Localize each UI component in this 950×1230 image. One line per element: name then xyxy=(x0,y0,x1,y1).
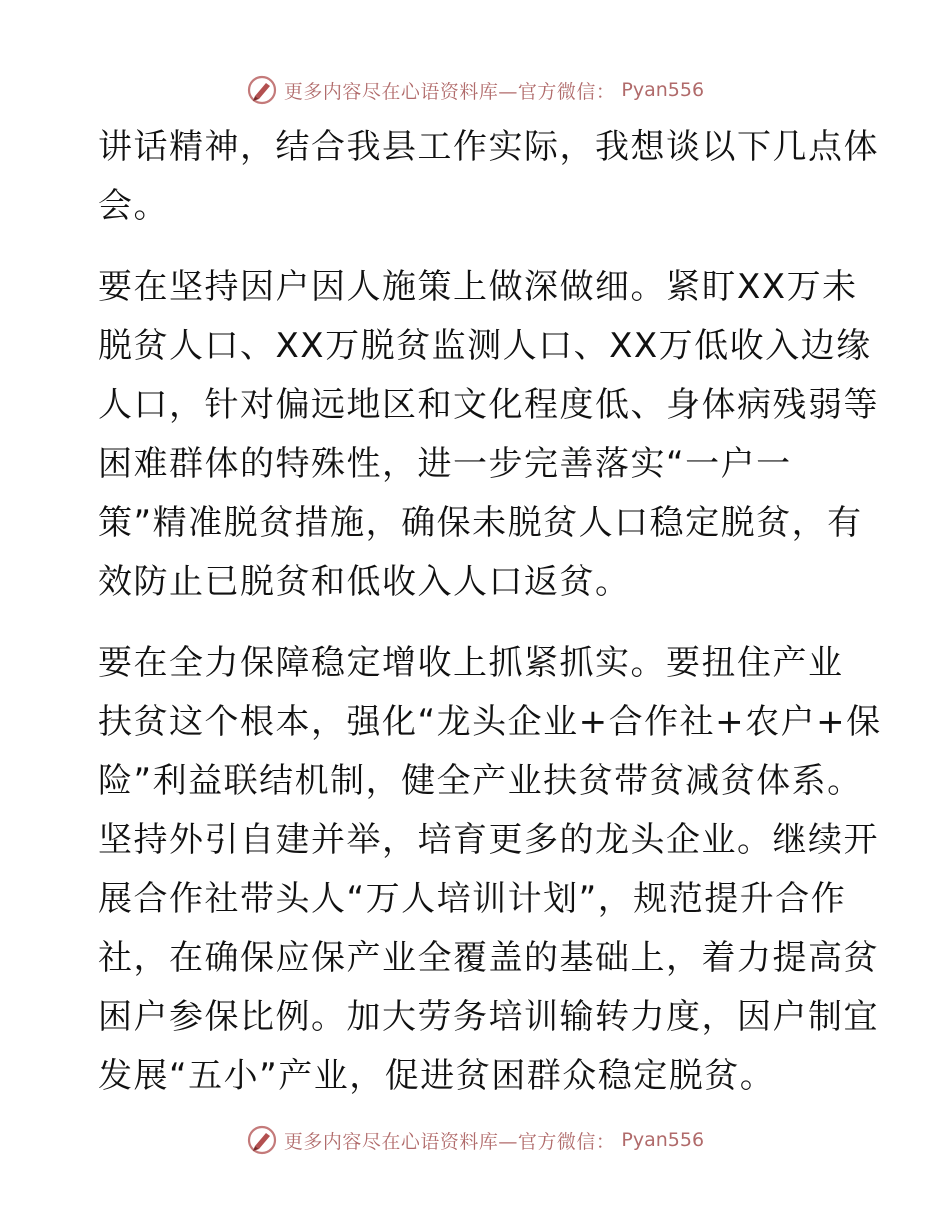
text-line: 要在全力保障稳定增收上抓紧抓实。要扭住产业 xyxy=(98,643,844,683)
text-line: 人口，针对偏远地区和文化程度低、身体病残弱等 xyxy=(98,385,879,425)
paragraph xyxy=(98,258,879,612)
watermark-contact: Pyan556 xyxy=(621,1129,705,1151)
text-line: 要在坚持因户因人施策上做深做细。紧盯XX万未 xyxy=(98,267,858,307)
text-line: 展合作社带头人“万人培训计划”，规范提升合作 xyxy=(98,879,847,919)
text-line: 脱贫人口、XX万脱贫监测人口、XX万低收入边缘 xyxy=(98,326,872,366)
watermark-text: 更多内容尽在心语资料库—官方微信： xyxy=(283,1130,616,1153)
watermark-text: 更多内容尽在心语资料库—官方微信： xyxy=(283,80,616,103)
text-line: 发展“五小”产业，促进贫困群众稳定脱贫。 xyxy=(98,1056,776,1096)
text-line: 策”精准脱贫措施，确保未脱贫人口稳定脱贫，有 xyxy=(98,503,863,543)
text-line: 困户参保比例。加大劳务培训输转力度，因户制宜 xyxy=(98,997,879,1037)
footer-watermark xyxy=(0,1120,950,1160)
text-line: 效防止已脱贫和低收入人口返贫。 xyxy=(98,562,631,602)
text-line: 险”利益联结机制，健全产业扶贫带贫减贫体系。 xyxy=(98,761,863,801)
paragraph xyxy=(98,634,882,1106)
pen-logo-icon xyxy=(246,74,278,106)
text-line: 社，在确保应保产业全覆盖的基础上，着力提高贫 xyxy=(98,938,879,978)
text-line: 扶贫这个根本，强化“龙头企业+合作社+农户+保 xyxy=(98,702,882,742)
paragraph xyxy=(98,118,879,236)
text-line: 讲话精神，结合我县工作实际，我想谈以下几点体 xyxy=(98,127,879,167)
pen-logo-icon xyxy=(246,1124,278,1156)
text-line: 会。 xyxy=(98,186,169,226)
text-line: 坚持外引自建并举，培育更多的龙头企业。继续开 xyxy=(98,820,879,860)
text-line: 困难群体的特殊性，进一步完善落实“一户一 xyxy=(98,444,792,484)
document-body xyxy=(98,118,882,1106)
watermark-contact: Pyan556 xyxy=(621,79,705,101)
header-watermark xyxy=(0,70,950,110)
